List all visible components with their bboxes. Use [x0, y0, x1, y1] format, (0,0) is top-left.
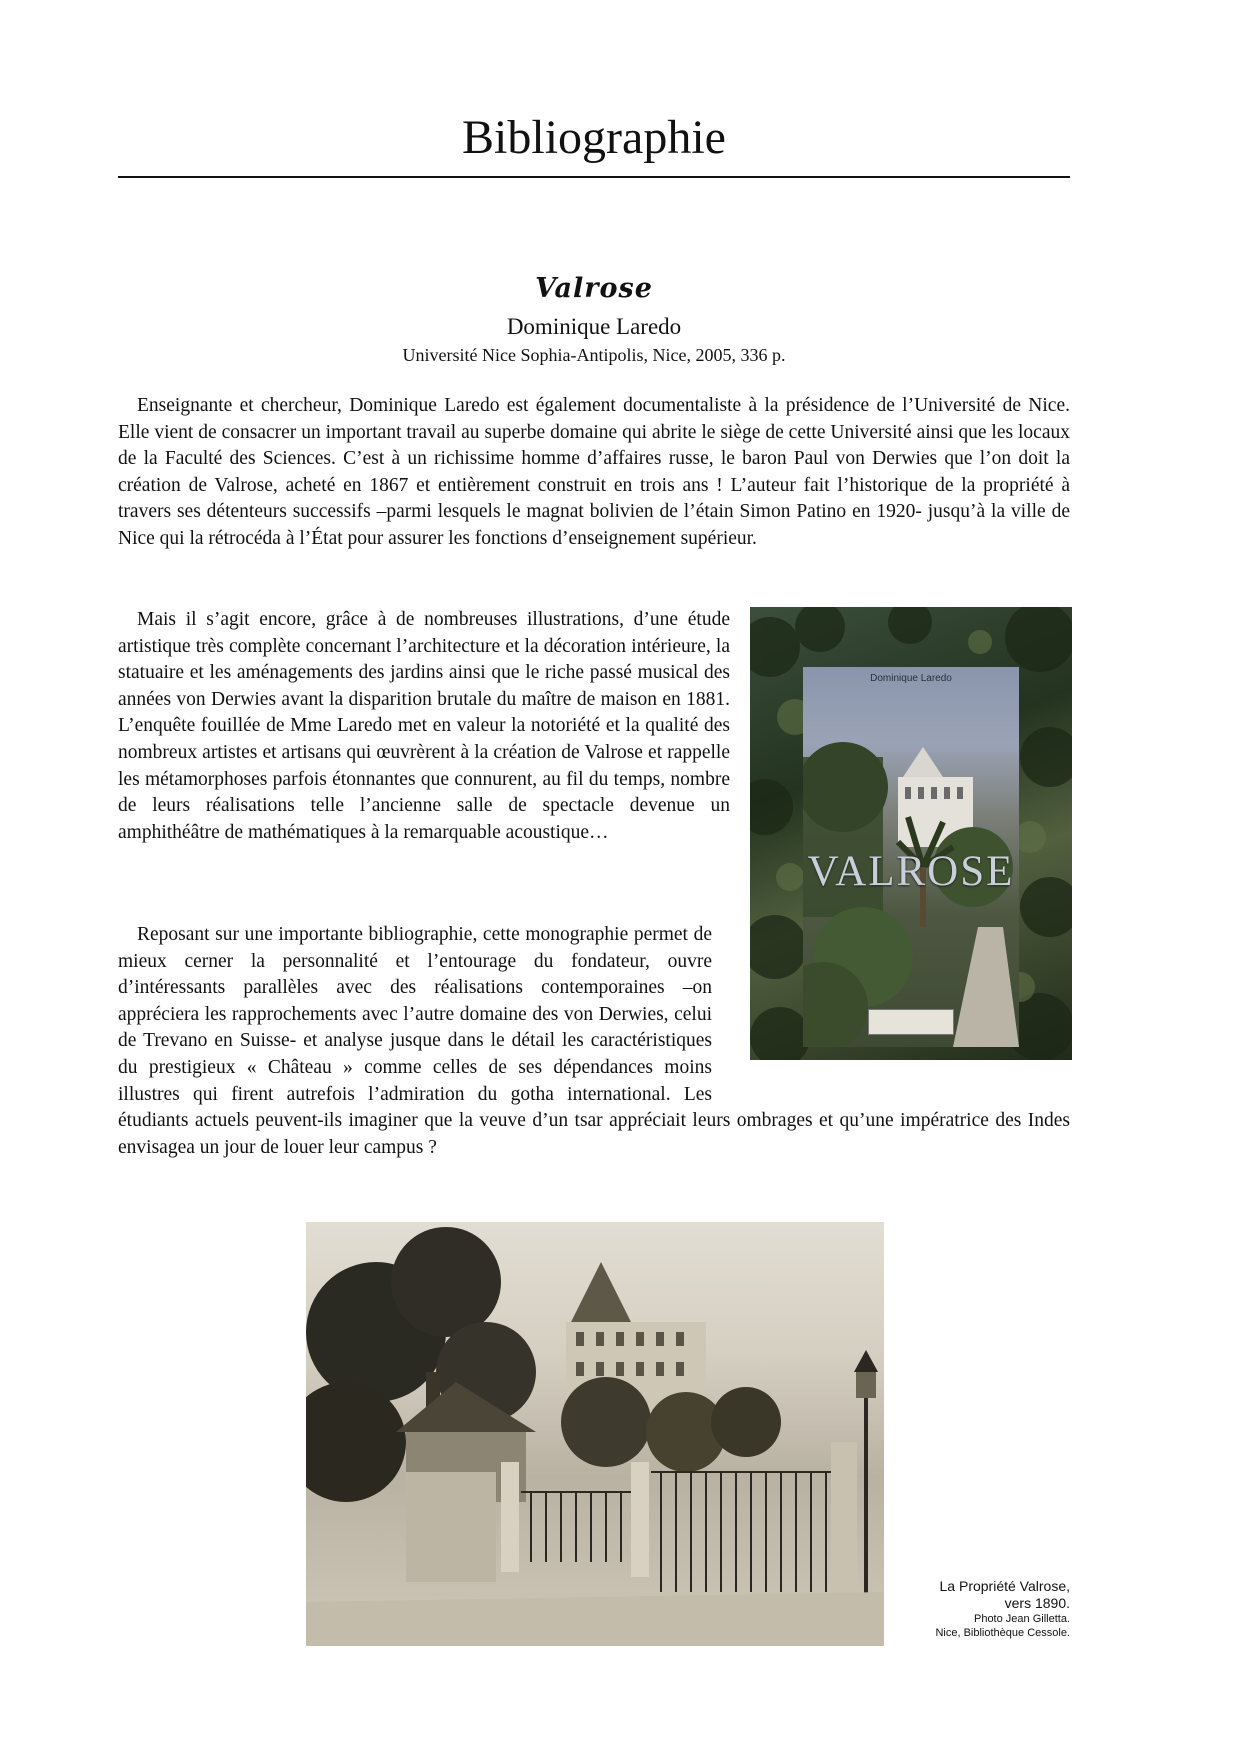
- review-paragraph-2: Mais il s’agit encore, grâce à de nombreuses illustrations, d’une étude artistique très complète concernant l’architecture et la décoration intérieure, la statuaire et les aménagements des jardins ainsi que le riche passé musical des années von Derwies avant la disparition brutale du maître de maison en 1881. L’enquête fouillée de Mme Laredo met en valeur la notoriété et la qualité des nombreux artistes et artisans qui œuvrèrent à la création de Valrose et rappelle les métamorphoses parfois étonnantes que connurent, au fil du temps, nombre de leurs réalisations telle l’ancienne salle de spectacle devenue un amphithéâtre de mathématiques à la remarquable acoustique…: [118, 609, 730, 843]
- cover-title: VALROSE: [807, 848, 1015, 895]
- caption-line-1: La Propriété Valrose,: [939, 1578, 1070, 1594]
- book-cover-image: [750, 607, 1072, 1060]
- photo-caption: [880, 1578, 1070, 1640]
- valrose-1890-illustration: [306, 1222, 884, 1646]
- publisher-logo-icon: [868, 1009, 954, 1035]
- book-author: Dominique Laredo: [506, 314, 682, 339]
- caption-line-2: vers 1890.: [1004, 1595, 1070, 1611]
- book-title: Valrose: [535, 273, 653, 304]
- historic-photo-valrose: [306, 1222, 884, 1646]
- book-publication: Université Nice Sophia-Antipolis, Nice, 2005, 336 p.: [402, 345, 786, 365]
- caption-credit-2: Nice, Bibliothèque Cessole.: [935, 1627, 1070, 1639]
- section-title: Bibliographie: [462, 111, 726, 164]
- cover-author: Dominique Laredo: [870, 673, 952, 684]
- review-paragraph-3: Reposant sur une importante bibliographie, cette monographie permet de mieux cerner la personnalité et l’entourage du fondateur, ouvre d’intéressants parallèles avec des réalisations contemporaines –on appréciera les rapprochements avec l’autre domaine des von Derwies, celui de Trevano en Suisse- et analyse jusque dans le détail les caractéristiques du prestigieux « Château » comme celles de ses dépendances moins illustres qui firent autrefois l’admiration du gotha international. Les étudiants actuels peuvent-ils imaginer que la veuve d’un tsar appréciait leurs ombrages et qu’une impératrice des Indes envisagea un jour de louer leur campus ?: [118, 924, 1070, 1158]
- title-rule: [118, 176, 1070, 178]
- caption-credit-1: Photo Jean Gilletta.: [973, 1613, 1070, 1625]
- review-paragraph-1: Enseignante et chercheur, Dominique Laredo est également documentaliste à la présidence de l’Université de Nice. Elle vient de consacrer un important travail au superbe domaine qui abrite le siège de cette Université ainsi que les locaux de la Faculté des Sciences. C’est à un richissime homme d’affaires russe, le baron Paul von Derwies que l’on doit la création de Valrose, acheté en 1867 et entièrement construit en trois ans ! L’auteur fait l’historique de la propriété à travers ses détenteurs successifs –parmi lesquels le magnat bolivien de l’étain Simon Patino en 1920- jusqu’à la ville de Nice qui la rétrocéda à l’État pour assurer les fonctions d’enseignement supérieur.: [118, 395, 1070, 549]
